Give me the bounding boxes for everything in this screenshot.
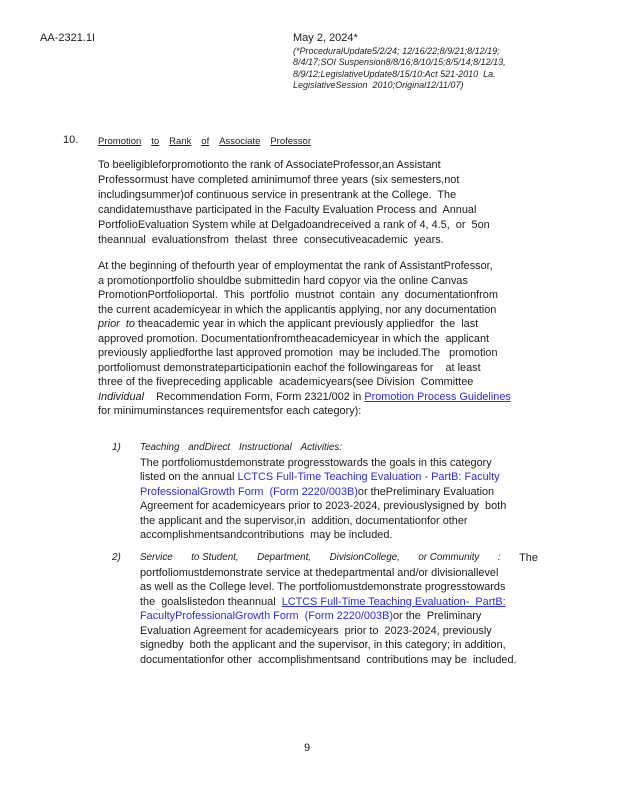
heading-word: Teaching (140, 442, 180, 453)
list-item-teaching (112, 441, 506, 543)
text-line: the applicant and the supervisor,in addition, documentationfor other (140, 514, 468, 527)
lctcs-form-link[interactable]: FacultyProfessionalGrowth Form (Form 2220/003B) (140, 610, 393, 622)
revision-line: 8/4/17;SOI Suspension8/8/16;8/10/15;8/5/14;8/12/13, (293, 57, 506, 68)
heading-word: : (497, 552, 501, 563)
text-line: as well as the College level. The portfoliomustdemonstrate progresstowards (140, 581, 506, 593)
text-line: a promotionportfolio shouldbe submittedin hard copyor via the online Canvas (98, 274, 468, 287)
heading-word: Department, (257, 552, 312, 563)
text-segment: or thePreliminary Evaluation (357, 485, 495, 498)
text-line: candidatemusthave participated in the Faculty Evaluation Process and Annual (98, 204, 477, 216)
italic-phrase: prior to (98, 318, 135, 330)
promotion-process-guidelines-link[interactable]: Promotion Process Guidelines (364, 390, 511, 403)
text-line: PortfolioEvaluation System while at Delgadoandreceived a rank of 4, 4.5, or 5on (98, 219, 490, 231)
list-item-number: 2) (112, 552, 121, 563)
text-line: theannual evaluationsfrom thelast three consecutiveacademic years. (98, 234, 444, 246)
text-line: approved promotion. Documentationfromtheacademicyear in which the applicant (98, 332, 490, 345)
page-number: 9 (303, 742, 311, 754)
text-line: three of the fivepreceding applicable academicyears(see Division Committee (98, 376, 474, 388)
text-line: Evaluation Agreement for academicyears prior to 2023-2024, previously (140, 624, 492, 637)
text-line (140, 485, 506, 500)
text-line (140, 595, 538, 610)
section-title-word: of (201, 136, 210, 147)
heading-word: to Student, (191, 552, 239, 563)
section-number: 10. (63, 134, 79, 146)
text-line: portfoliomust demonstrateparticipationin eachof the followingareas for at least (98, 361, 481, 374)
list-item-body (140, 441, 506, 543)
section-title-word: Rank (169, 136, 192, 147)
list-item-heading (140, 441, 342, 456)
paragraph-portfolio (98, 259, 511, 419)
heading-word: Service (140, 552, 173, 563)
lctcs-form-link[interactable]: LCTCS Full-Time Teaching Evaluation- PartB: (281, 595, 506, 608)
text-line: previously appliedforthe last approved promotion may be included.The promotion (98, 347, 498, 359)
text-line (140, 470, 506, 485)
text-line: the current academicyear in which the applicantis applying, nor any documentation (98, 303, 497, 316)
heading-word: Instructional (238, 442, 292, 453)
section-title-word: Associate (219, 136, 261, 147)
text-segment: the goalslistedon theannual (140, 595, 282, 608)
lctcs-form-link[interactable]: LCTCS Full-Time Teaching Evaluation - PartB: Faculty (237, 471, 500, 483)
text-line: Professormust have completed aminimumof three years (six semesters,not (98, 174, 460, 186)
text-line: documentationfor other accomplishmentsand contributions may be included. (140, 653, 517, 666)
text-line: To beeligibleforpromotionto the rank of AssociateProfessor,an Assistant (98, 159, 441, 171)
text-line: portfoliomustdemonstrate service at thedepartmental and/or divisionallevel (140, 566, 499, 579)
text-segment: or the Preliminary (393, 610, 482, 622)
heading-word: or Community (418, 552, 480, 563)
text-segment: Recommendation Form, Form 2321/002 in (144, 390, 365, 403)
revision-history (293, 46, 506, 92)
list-item-body (140, 551, 538, 667)
text-line (98, 317, 511, 332)
text-line (98, 390, 511, 405)
section-title-word: to (151, 136, 160, 147)
text-segment: listed on the annual (140, 471, 238, 483)
list-item-service (112, 551, 538, 667)
text-line: At the beginning of thefourth year of employmentat the rank of AssistantProfessor, (98, 260, 493, 272)
section-heading (63, 134, 311, 147)
section-title-word: Promotion (98, 136, 142, 147)
italic-phrase: Individual (98, 390, 145, 403)
text-line: The portfoliomustdemonstrate progresstowards the goals in this category (140, 456, 492, 469)
text-line (140, 609, 538, 624)
heading-word: Activities: (300, 442, 342, 453)
revision-line: LegislativeSession 2010;Original12/11/07) (293, 80, 464, 91)
heading-word: andDirect (188, 442, 231, 453)
revision-line: 8/9/12;LegislativeUpdate8/15/10:Act 521-2010 La. (293, 68, 496, 79)
text-segment: theacademic year in which the applicant previously appliedfor the last (134, 318, 479, 330)
section-title-word: Professor (270, 136, 311, 147)
revision-date: May 2, 2024* (293, 32, 358, 44)
heading-word: The (519, 552, 538, 564)
document-number: AA-2321.1I (40, 32, 96, 44)
lctcs-form-link[interactable]: ProfessionalGrowth Form (Form 2220/003B) (140, 485, 358, 498)
text-line: signedby both the applicant and the supervisor, in this category; in addition, (140, 639, 506, 651)
heading-word: DivisionCollege, (329, 552, 400, 563)
list-item-heading (140, 551, 538, 566)
text-line: PromotionPortfolioportal. This portfolio mustnot contain any documentationfrom (98, 289, 498, 301)
revision-line: (*ProceduralUpdate5/2/24; 12/16/22;8/9/21;8/12/19; (293, 46, 500, 56)
revision-block (293, 31, 506, 92)
section-title (98, 134, 311, 147)
text-line: includingsummer)of continuous service in presentrank at the College. The (98, 189, 457, 201)
text-line: for minimuminstances requirementsfor each category): (98, 405, 362, 417)
paragraph-eligibility (98, 158, 490, 248)
list-item-number: 1) (112, 442, 121, 453)
text-line: Agreement for academicyears prior to 2023-2024, previouslysigned by both (140, 500, 507, 512)
text-line: accomplishmentsandcontributions may be included. (140, 529, 393, 541)
